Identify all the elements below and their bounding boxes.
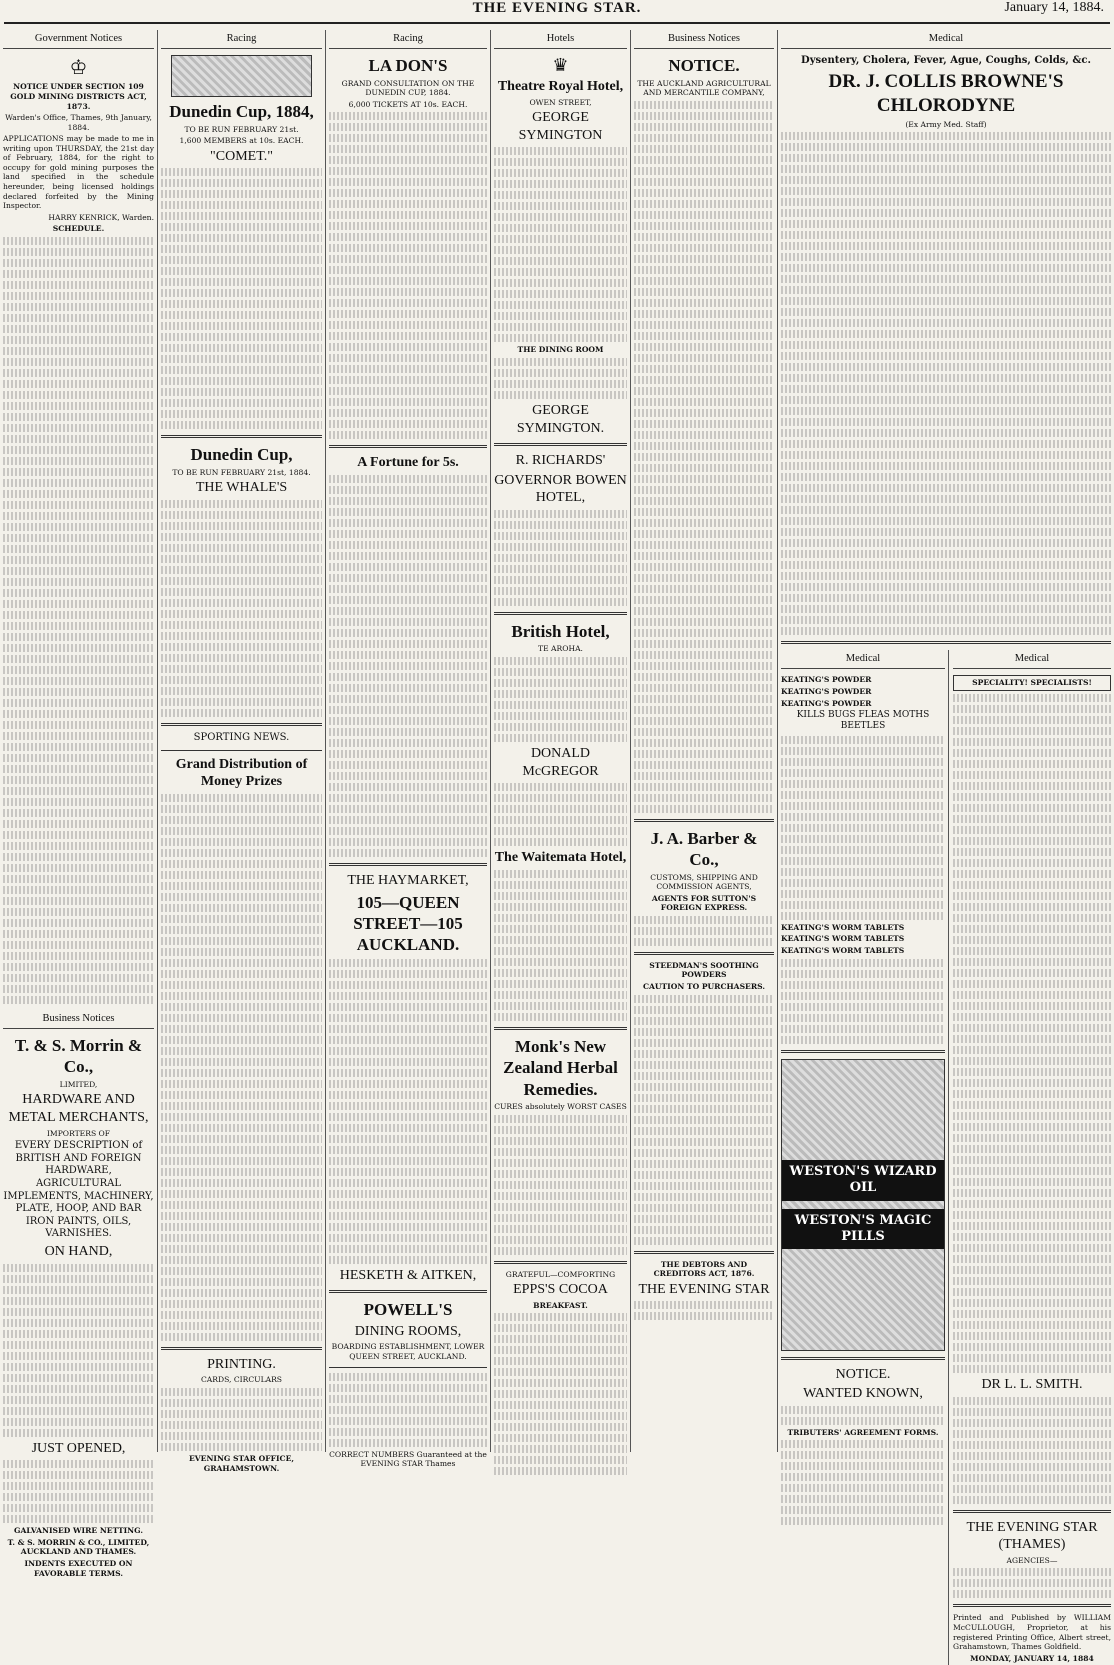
british-aroha: TE AROHA. [538, 644, 583, 654]
section-header: Medical [781, 30, 1111, 49]
theatre-text [494, 147, 627, 342]
morrin-footer: T. & S. MORRIN & CO., LIMITED, AUCKLAND AND THAMES. [7, 1537, 150, 1557]
auckland-text [634, 101, 774, 813]
haymarket-text [329, 959, 487, 1264]
mcgregor-title: DONALD McGREGOR [522, 745, 599, 779]
column-medical [777, 30, 1114, 1663]
westons-wizard-oil: WESTON'S WIZARD OIL [782, 1160, 944, 1201]
column-racing-2 [325, 30, 490, 1469]
monks-title: Monk's New Zealand Herbal Remedies. [503, 1036, 618, 1099]
morrin-onhand: ON HAND, [44, 1244, 113, 1259]
morrin-galv: GALVANISED WIRE NETTING. [14, 1526, 143, 1536]
column-hotels [490, 30, 630, 1452]
section-header: Hotels [494, 30, 627, 49]
sporting-news: SPORTING NEWS. [193, 731, 290, 743]
wanted-known: WANTED KNOWN, [803, 1386, 923, 1402]
schedule-heading: SCHEDULE. [52, 224, 105, 234]
keating-powder-2: KEATING'S POWDER [781, 687, 872, 697]
printing-office: EVENING STAR OFFICE, GRAHAMSTOWN. [188, 1454, 295, 1473]
theatrical-text [329, 1373, 487, 1447]
whale-text [161, 500, 322, 717]
hesketh-title: HESKETH & AITKEN, [339, 1267, 477, 1283]
notice-signer: HARRY KENRICK, Warden. [48, 212, 154, 222]
british-text [494, 657, 627, 742]
mcgregor-text [494, 783, 627, 846]
epps-grateful: GRATEFUL—COMFORTING [505, 1269, 616, 1279]
haymarket-title: THE HAYMARKET, [347, 872, 469, 888]
theatre-symington: GEORGE SYMINGTON [518, 110, 603, 143]
barber-customs: CUSTOMS, SHIPPING AND COMMISSION AGENTS, [650, 872, 758, 892]
theatre-owen: OWEN STREET, [529, 97, 592, 107]
waitemata-text [494, 870, 627, 1021]
haymarket-address: 105—QUEEN STREET—105 AUCKLAND. [353, 892, 463, 955]
section-header: Racing [329, 30, 487, 49]
monks-text [494, 1115, 627, 1255]
notice-office: Warden's Office, Thames, 9th January, 1884. [5, 113, 152, 132]
smith-title: DR L. L. SMITH. [981, 1377, 1083, 1393]
column-government [0, 30, 157, 1578]
masthead [0, 0, 1114, 32]
british-hotel-title: British Hotel, [511, 622, 610, 642]
steedman-title: STEEDMAN'S SOOTHING POWDERS [649, 960, 759, 980]
worm-text [781, 959, 945, 1044]
ladon-text [329, 112, 487, 439]
printed-by: Printed and Published by WILLIAM McCULLOUGH, Proprietor, at his registered Printing Office, Albert street, Grahamstown, Thames Goldfield. [953, 1613, 1111, 1652]
morrin-importers: IMPORTERS OF [46, 1128, 111, 1138]
epps-breakfast: BREAKFAST. [533, 1300, 588, 1310]
monks-cures: CURES absolutely WORST CASES [494, 1102, 627, 1112]
whale-title: THE WHALE'S [195, 480, 288, 496]
dunedin-cup-title: Dunedin Cup, 1884, [169, 102, 314, 122]
theatre-symington-2: GEORGE SYMINGTON. [516, 402, 605, 436]
morrin-every: EVERY DESCRIPTION of BRITISH AND FOREIGN HARDWARE, AGRICULTURAL IMPLEMENTS, MACHINERY, PLATE, HOOP, AND BAR IRON PAINTS, OILS, VARNISHES. [3, 1140, 154, 1240]
powell-dining: DINING ROOMS, [354, 1323, 462, 1339]
auckland-notice-title: NOTICE. [668, 56, 740, 76]
medical-right [949, 650, 1111, 1665]
dunedin-cup-title-2: Dunedin Cup, [190, 445, 293, 465]
newspaper-title: THE EVENING STAR. [472, 0, 642, 16]
notice-title: NOTICE UNDER SECTION 109 GOLD MINING DISTRICTS ACT, 1873. [10, 82, 147, 111]
agencies-text [953, 1568, 1111, 1598]
schedule-text [3, 237, 154, 1004]
printing-title: PRINTING. [207, 1356, 276, 1372]
column-business [630, 30, 777, 1452]
royal-crest-icon: ♛ [552, 55, 569, 77]
barber-text [634, 916, 774, 946]
auckland-company: THE AUCKLAND AGRICULTURAL AND MERCANTILE COMPANY, [637, 78, 771, 98]
grand-distribution-text [161, 794, 322, 1341]
steedman-caution: CAUTION TO PURCHASERS. [642, 981, 766, 991]
dysentery-line: Dysentery, Cholera, Fever, Ague, Coughs, Colds, &c. [801, 55, 1091, 67]
comet-text [161, 168, 322, 429]
ladon-grand: GRAND CONSULTATION ON THE DUNEDIN CUP, 1884. [341, 78, 475, 98]
powell-boarding: BOARDING ESTABLISHMENT, LOWER QUEEN STREET, AUCKLAND. [331, 1342, 485, 1361]
barber-title: J. A. Barber & Co., [650, 828, 758, 870]
keating-text [781, 736, 945, 920]
printing-cards: CARDS, CIRCULARS [200, 1375, 283, 1385]
tributers-text [781, 1440, 945, 1525]
tributers-forms: TRIBUTERS' AGREEMENT FORMS. [787, 1427, 939, 1437]
dunedin-tobe-2: TO BE RUN FEBRUARY 21st, 1884. [172, 467, 311, 477]
masthead-rule [4, 22, 1110, 24]
issue-date: January 14, 1884. [1004, 0, 1104, 15]
fortune-title: A Fortune for 5s. [357, 455, 459, 471]
crest-icon: ♔ [69, 55, 88, 80]
theatre-dining: THE DINING ROOM [517, 345, 604, 355]
wanted-text [781, 1406, 945, 1425]
governor-text [494, 510, 627, 606]
keating-kills: KILLS BUGS FLEAS MOTHS BEETLES [796, 710, 930, 732]
agencies-heading: AGENCIES— [1006, 1555, 1058, 1565]
morrin-justopened: JUST OPENED, [31, 1440, 126, 1456]
epps-text [494, 1313, 627, 1475]
waitemata-title: The Waitemata Hotel, [494, 850, 627, 866]
morrin-title: T. & S. Morrin & Co., [14, 1036, 143, 1077]
speciality-text [953, 694, 1111, 1373]
richards-title: R. RICHARDS' [515, 453, 606, 469]
section-header: Racing [161, 30, 322, 49]
westons-illustration [781, 1059, 945, 1351]
epps-title: EPPS'S COCOA [513, 1282, 608, 1298]
column-racing-1 [157, 30, 325, 1473]
keating-worm-3: KEATING'S WORM TABLETS [781, 945, 905, 955]
fortune-text [329, 475, 487, 857]
correct-numbers: CORRECT NUMBERS Guaranteed at the EVENING STAR Thames [329, 1449, 487, 1469]
section-header: Business Notices [634, 30, 774, 49]
morrin-indents: INDENTS EXECUTED ON FAVORABLE TERMS. [24, 1558, 133, 1578]
horse-race-illustration [171, 55, 312, 97]
notice-title-2: NOTICE. [835, 1366, 891, 1382]
keating-worm: KEATING'S WORM TABLETS [781, 922, 905, 932]
comet-title: "COMET." [210, 148, 273, 164]
governor-bowen: GOVERNOR BOWEN HOTEL, [494, 472, 627, 506]
section-header-business: Business Notices [3, 1010, 154, 1029]
dunedin-members: 1,600 MEMBERS at 10s. EACH. [179, 136, 304, 146]
smith-text [953, 1397, 1111, 1504]
collis-exarmy: (Ex Army Med. Staff) [905, 119, 987, 129]
speciality-title: SPECIALITY! SPECIALISTS! [953, 675, 1111, 691]
barber-agents: AGENTS FOR SUTTON'S FOREIGN EXPRESS. [651, 893, 757, 913]
keating-worm-2: KEATING'S WORM TABLETS [781, 934, 905, 944]
morrin-limited: LIMITED, [59, 1079, 98, 1089]
morrin-onhand-text [3, 1264, 154, 1437]
medical-subcolumns [781, 650, 1111, 1665]
printing-text [161, 1388, 322, 1451]
dunedin-tobe: TO BE RUN FEBRUARY 21st. [184, 124, 299, 134]
morrin-hardware: HARDWARE AND METAL MERCHANTS, [8, 1092, 149, 1126]
westons-magic-pills: WESTON'S MAGIC PILLS [782, 1209, 944, 1250]
collis-browne-title: DR. J. COLLIS BROWNE'S CHLORODYNE [828, 70, 1064, 116]
ladon-title: LA DON'S [368, 56, 448, 76]
medical-right-header: Medical [953, 650, 1111, 669]
star-title: THE EVENING STAR [638, 1281, 770, 1297]
debtors-title: THE DEBTORS AND CREDITORS ACT, 1876. [653, 1259, 755, 1279]
thames-star-title: THE EVENING STAR (THAMES) [966, 1519, 1098, 1553]
medical-left [781, 650, 949, 1665]
powell-title: POWELL'S [363, 1300, 453, 1320]
theatre-royal-title: Theatre Royal Hotel, [497, 78, 624, 94]
section-header: Government Notices [3, 30, 154, 49]
collis-text [781, 132, 1111, 635]
ladon-tickets: 6,000 TICKETS AT 10s. EACH. [348, 99, 468, 109]
notice-intro: APPLICATIONS may be made to me in writing upon THURSDAY, the 21st day of February, 1884, for the right to occupy for gold mining purposes the land specified in the schedule hereunder, being licensed holdings declared forfeited by the Mining Inspector. [3, 134, 154, 211]
keating-powder-3: KEATING'S POWDER [781, 698, 872, 708]
keating-powder: KEATING'S POWDER [781, 675, 872, 685]
medical-left-header: Medical [781, 650, 945, 669]
steedman-text [634, 995, 774, 1245]
morrin-justopened-text [3, 1460, 154, 1523]
footer-date: MONDAY, JANUARY 14, 1884 [970, 1653, 1094, 1663]
grand-distribution-title: Grand Distribution of Money Prizes [175, 756, 308, 790]
dining-text [494, 358, 627, 399]
star-text [634, 1301, 774, 1320]
